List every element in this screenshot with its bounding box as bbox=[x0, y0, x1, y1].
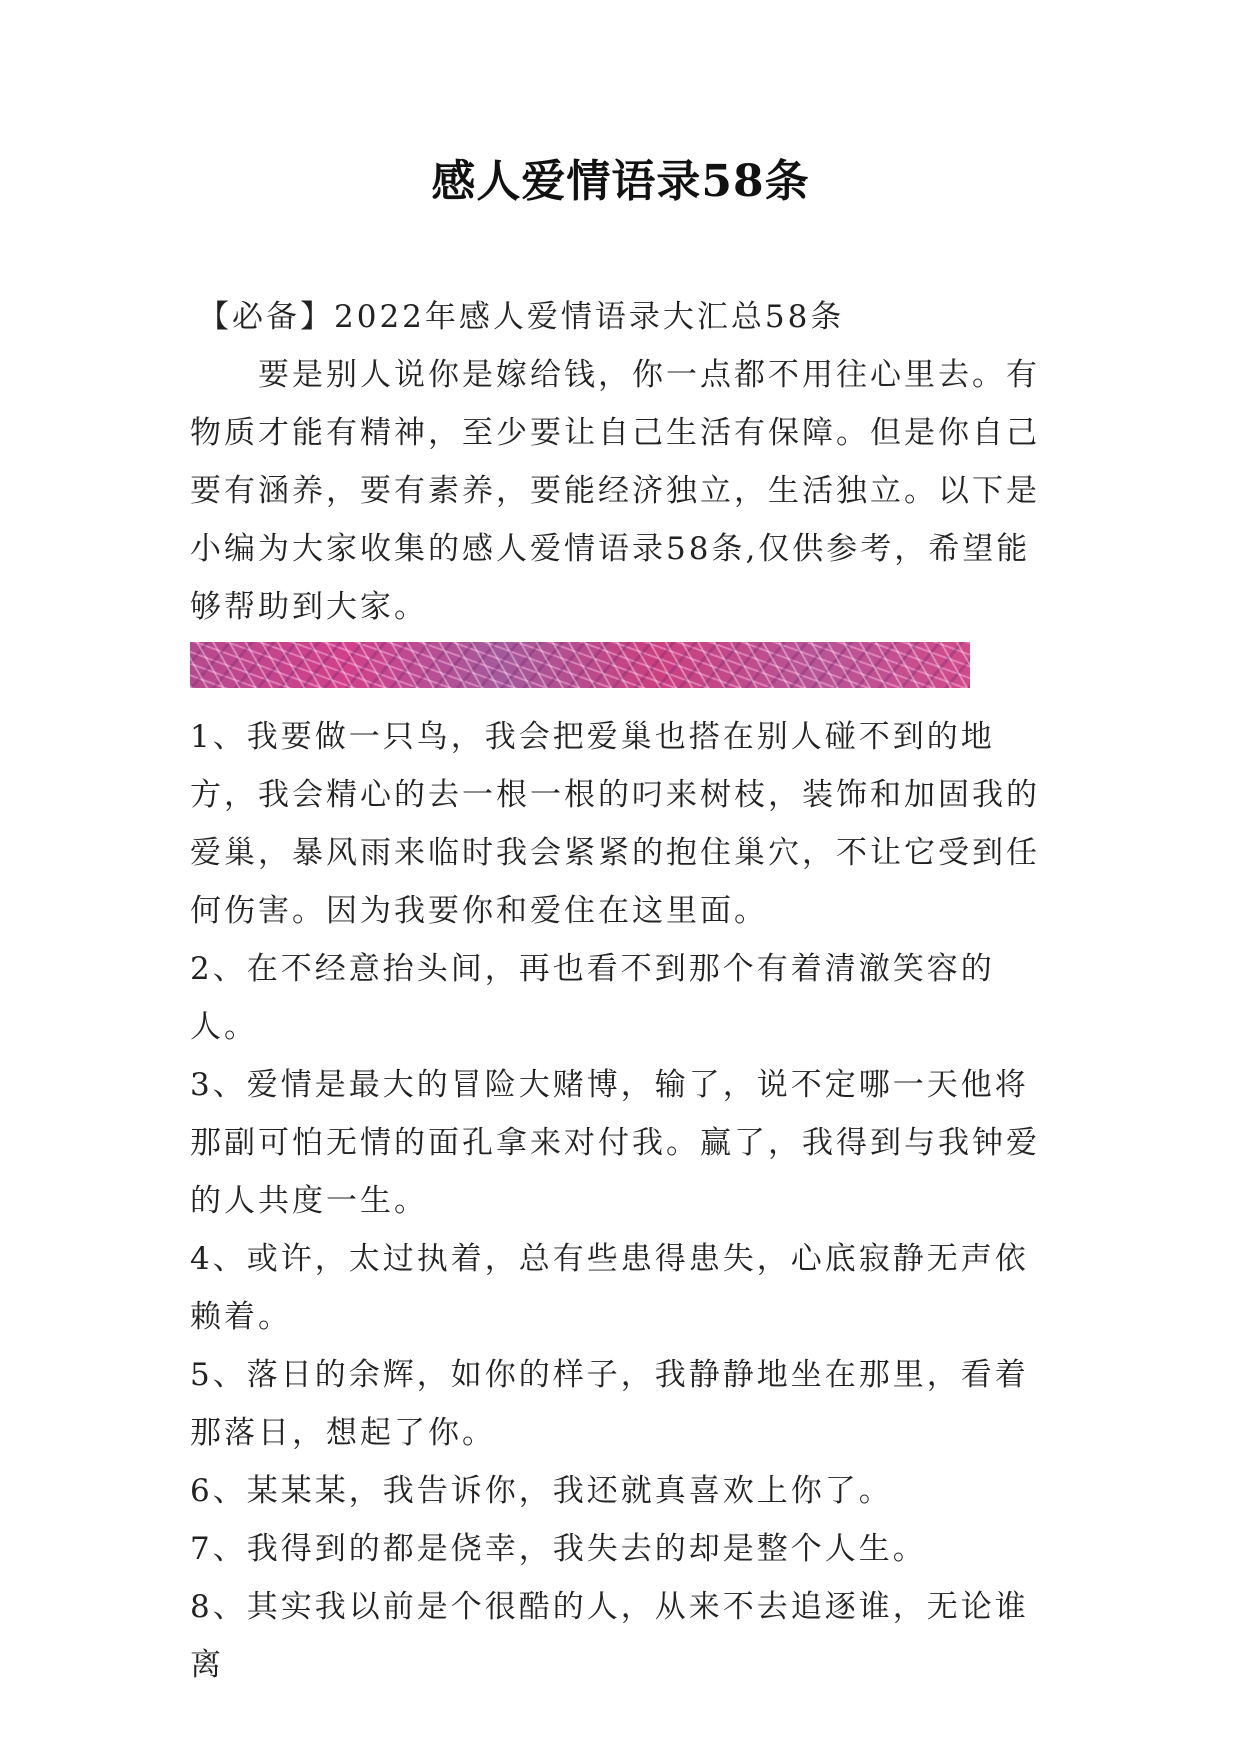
quote-item-8: 8、其实我以前是个很酷的人，从来不去追逐谁，无论谁离 bbox=[190, 1589, 1029, 1683]
document-title: 感人爱情语录58条 bbox=[431, 156, 810, 207]
intro-paragraph: 要是别人说你是嫁给钱，你一点都不用往心里去。有物质才能有精神，至少要让自己生活有保障。但是你自己要有涵养，要有素养，要能经济独立，生活独立。以下是小编为大家收集的感人爱情语录58条,仅供参考，希望能够帮助到大家。 bbox=[190, 357, 1040, 625]
quote-item-5: 5、落日的余辉，如你的样子，我静静地坐在那里，看着那落日，想起了你。 bbox=[190, 1357, 1029, 1451]
quote-item-1: 1、我要做一只鸟，我会把爱巢也搭在别人碰不到的地方，我会精心的去一根一根的叼来树枝，装饰和加固我的爱巢，暴风雨来临时我会紧紧的抱住巢穴，不让它受到任何伤害。因为我要你和爱住在这里面。 bbox=[190, 719, 1040, 929]
quote-item-7: 7、我得到的都是侥幸，我失去的却是整个人生。 bbox=[190, 1531, 927, 1567]
decorative-banner-image bbox=[190, 642, 970, 688]
quote-item-3: 3、爱情是最大的冒险大赌博，输了，说不定哪一天他将那副可怕无情的面孔拿来对付我。赢了，我得到与我钟爱的人共度一生。 bbox=[190, 1067, 1040, 1219]
quote-item-2: 2、在不经意抬头间，再也看不到那个有着清澈笑容的人。 bbox=[190, 951, 995, 1045]
document-subtitle: 【必备】2022年感人爱情语录大汇总58条 bbox=[198, 299, 845, 335]
quote-item-6: 6、某某某，我告诉你，我还就真喜欢上你了。 bbox=[190, 1473, 893, 1509]
quote-item-4: 4、或许，太过执着，总有些患得患失，心底寂静无声依赖着。 bbox=[190, 1241, 1029, 1335]
document-body bbox=[190, 288, 1060, 1694]
